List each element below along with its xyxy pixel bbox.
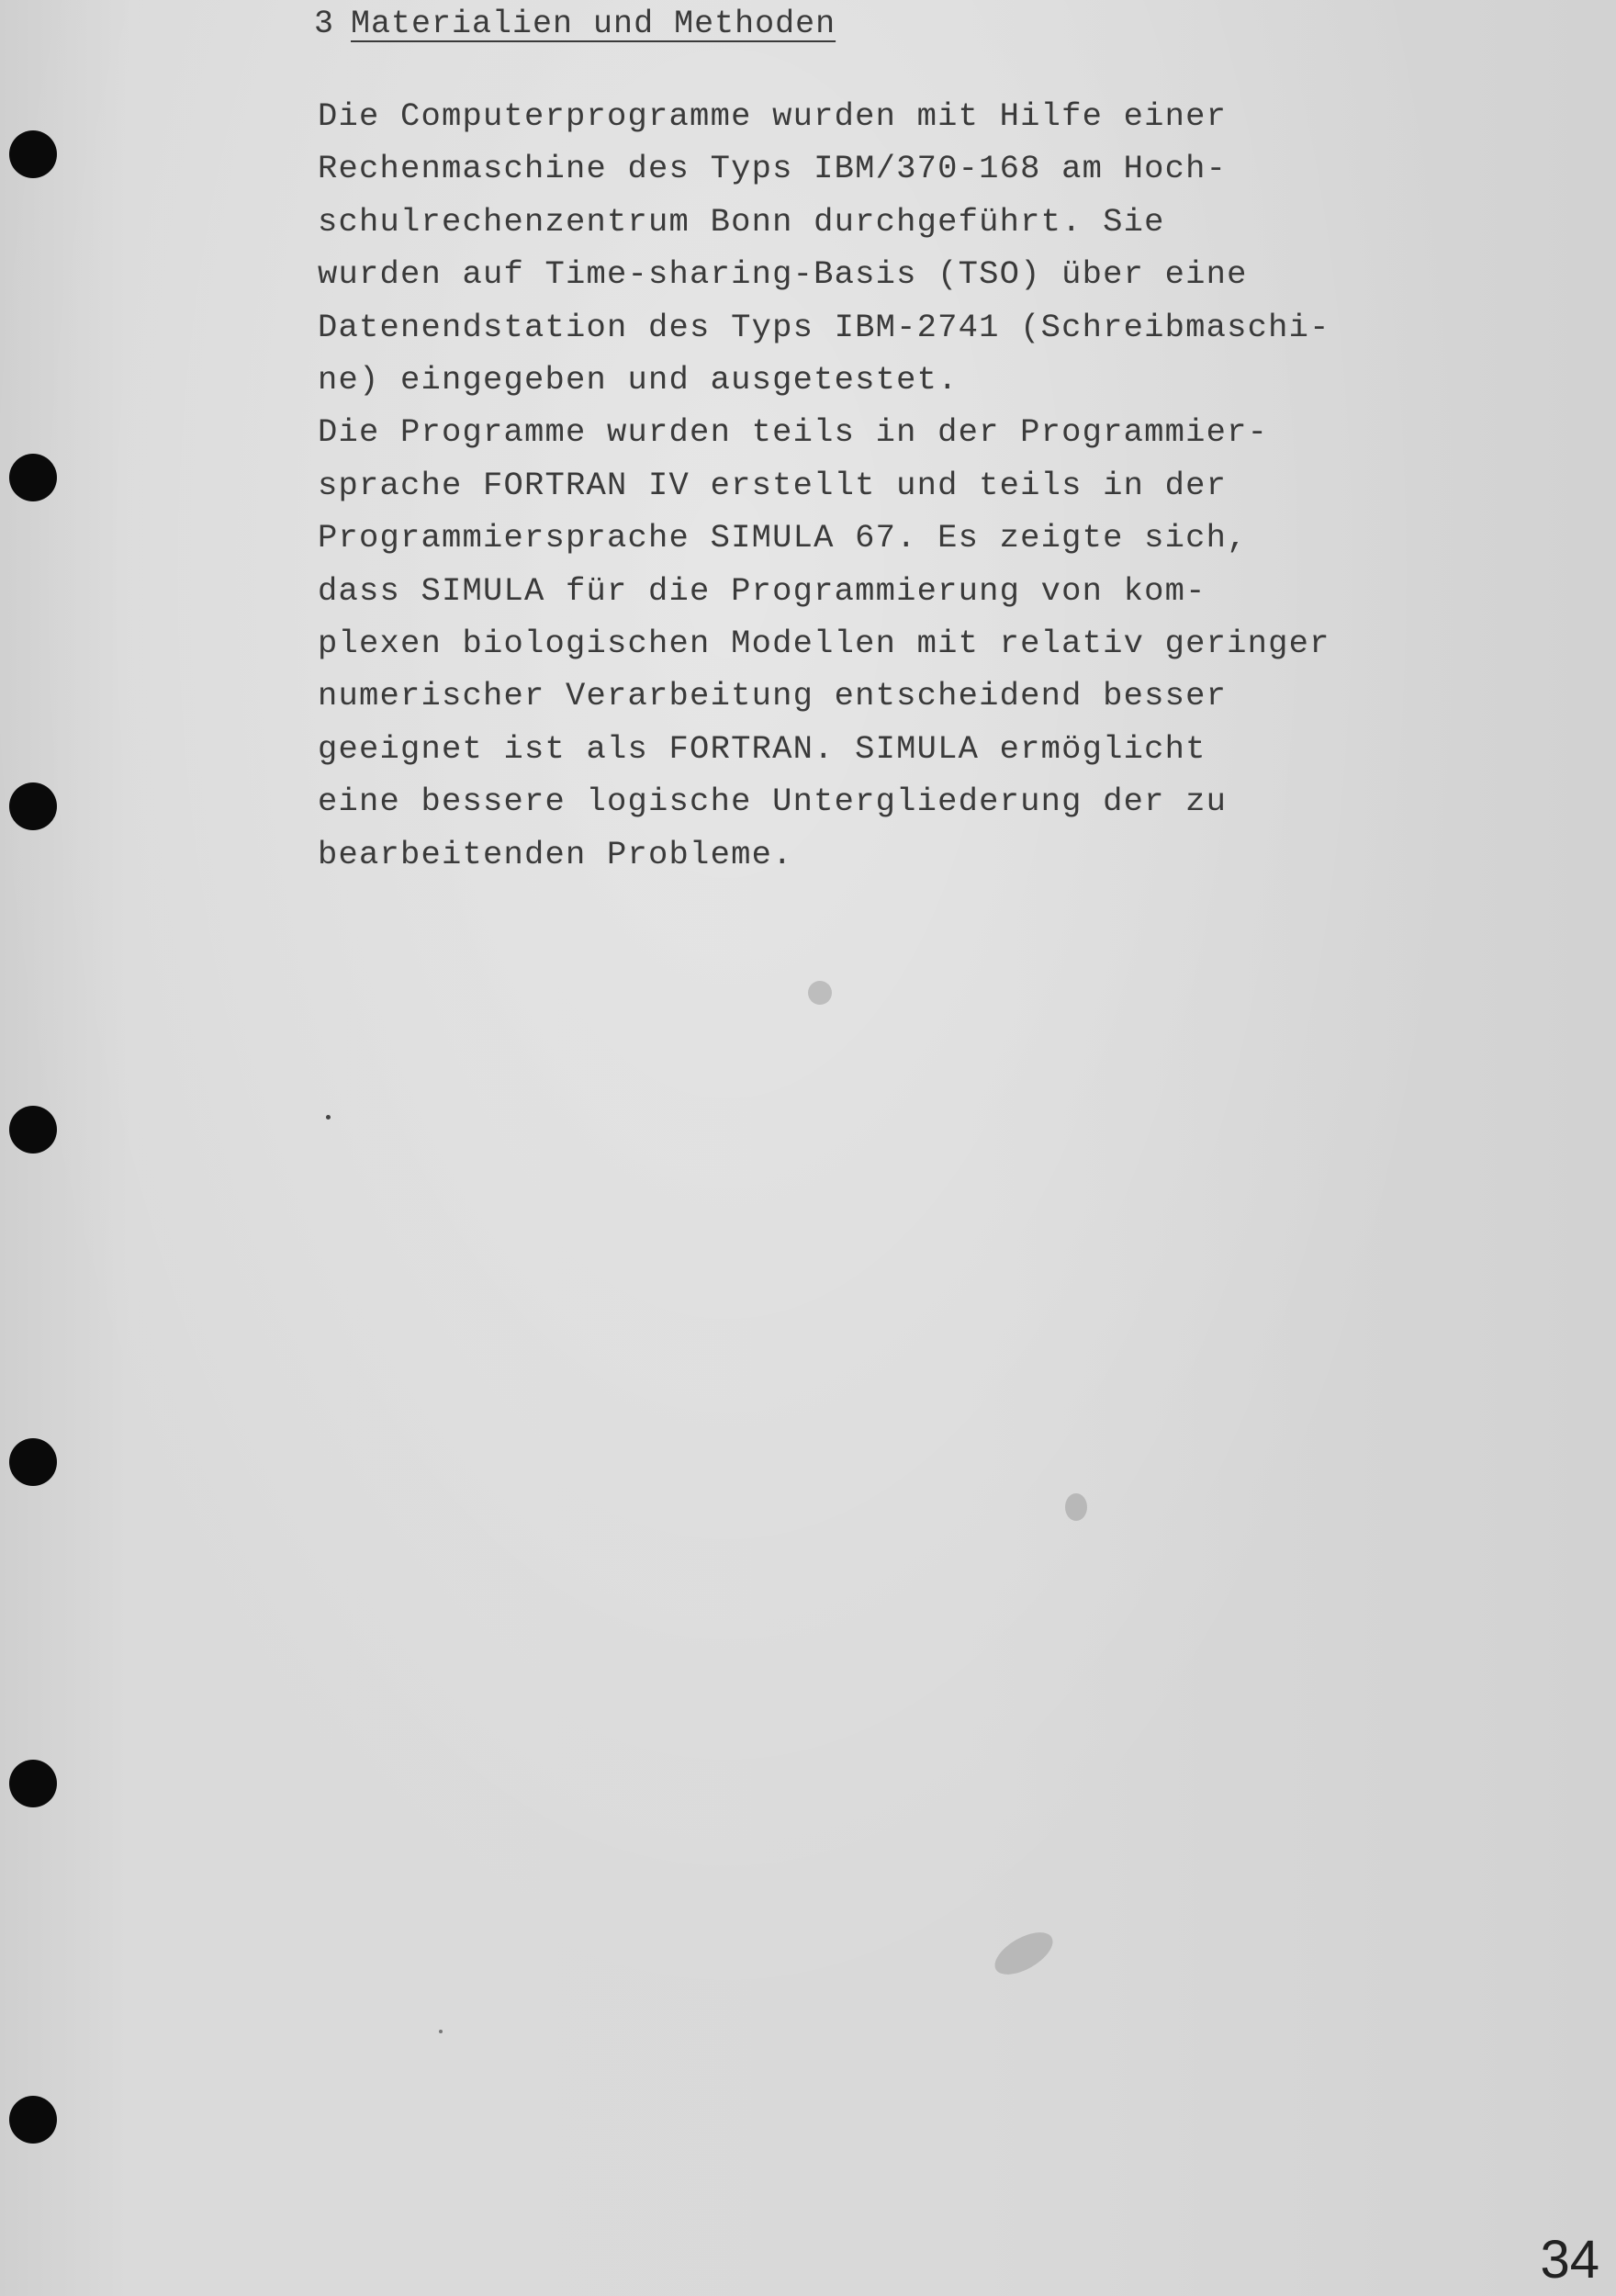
text-line: wurden auf Time-sharing-Basis (TSO) über eine	[318, 255, 1248, 294]
text-line: sprache FORTRAN IV erstellt und teils in der	[318, 466, 1228, 504]
text-line: dass SIMULA für die Programmierung von kom-	[318, 571, 1206, 610]
text-line: numerischer Verarbeitung entscheidend besser	[318, 677, 1228, 715]
text-line: Datenendstation des Typs IBM-2741 (Schreibmaschi-	[318, 308, 1330, 346]
punch-hole-icon	[9, 454, 57, 501]
text-line: schulrechenzentrum Bonn durchgeführt. Sie	[318, 202, 1165, 241]
text-line: ne) eingegeben und ausgetestet.	[318, 361, 959, 400]
paper-speck	[1065, 1493, 1087, 1521]
text-line: Die Computerprogramme wurden mit Hilfe einer	[318, 97, 1228, 135]
text-line: plexen biologischen Modellen mit relativ geringer	[318, 625, 1330, 663]
section-heading	[314, 6, 836, 42]
punch-hole-icon	[9, 2096, 57, 2144]
text-line: Programmiersprache SIMULA 67. Es zeigte sich,	[318, 519, 1248, 557]
section-number: 3	[314, 6, 335, 42]
paper-speck	[988, 1924, 1060, 1983]
paper-speck	[808, 981, 832, 1005]
page-number: 34	[1540, 2230, 1599, 2290]
punch-hole-icon	[9, 130, 57, 178]
text-line: Rechenmaschine des Typs IBM/370-168 am Hoch-	[318, 150, 1228, 188]
paper-dot	[326, 1115, 331, 1120]
text-line: bearbeitenden Probleme.	[318, 835, 793, 873]
punch-hole-icon	[9, 1106, 57, 1154]
text-line: eine bessere logische Untergliederung der zu	[318, 782, 1228, 821]
punch-hole-icon	[9, 1438, 57, 1486]
section-title: Materialien und Methoden	[351, 6, 836, 42]
text-line: geeignet ist als FORTRAN. SIMULA ermöglicht	[318, 729, 1206, 768]
punch-hole-icon	[9, 782, 57, 830]
text-line: Die Programme wurden teils in der Programmier-	[318, 413, 1269, 452]
paper-dot	[439, 2030, 443, 2033]
body-text	[318, 90, 1465, 881]
punch-hole-icon	[9, 1760, 57, 1807]
